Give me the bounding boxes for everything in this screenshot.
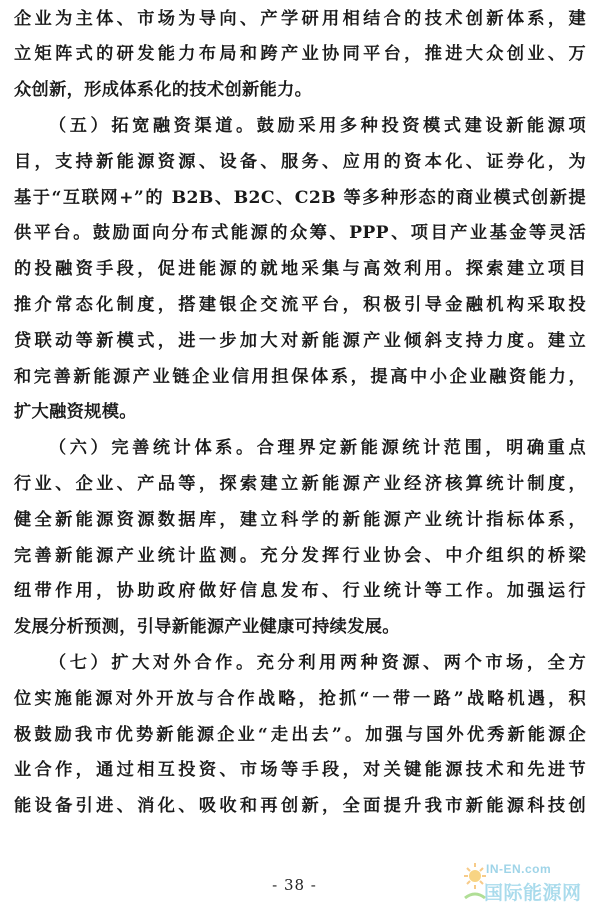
text-line: 位实施能源对外开放与合作战略，抢抓“一带一路”战略机遇，积 — [14, 689, 586, 709]
text-line: 发展分析预测，引导新能源产业健康可持续发展。 — [14, 617, 400, 637]
text-line: 和完善新能源产业链企业信用担保体系，提高中小企业融资能力， — [14, 367, 586, 387]
text-line: 贷联动等新模式，进一步加大对新能源产业倾斜支持力度。建立 — [14, 331, 586, 351]
watermark-logo — [462, 858, 587, 918]
watermark-name: 国际能源网 — [484, 882, 582, 904]
text-line: 推介常态化制度，搭建银企交流平台，积极引导金融机构采取投 — [14, 295, 586, 315]
section-heading-line: （七）扩大对外合作。充分利用两种资源、两个市场，全方 — [49, 653, 586, 673]
text-line: 极鼓励我市优势新能源企业“走出去”。加强与国外优秀新能源企 — [14, 725, 586, 745]
text-line: 健全新能源资源数据库，建立科学的新能源产业统计指标体系， — [14, 510, 586, 530]
text-line: 供平台。鼓励面向分布式能源的众筹、PPP、项目产业基金等灵活 — [14, 223, 586, 243]
text-line: 业合作，通过相互投资、市场等手段，对关键能源技术和先进节 — [14, 760, 586, 780]
section-heading-line: （五）拓宽融资渠道。鼓励采用多种投资模式建设新能源项 — [49, 116, 586, 136]
watermark-domain: IN-EN.com — [486, 862, 552, 876]
text-line: 的投融资手段，促进能源的就地采集与高效利用。探索建立项目 — [14, 259, 586, 279]
text-line: 能设备引进、消化、吸收和再创新，全面提升我市新能源科技创 — [14, 796, 586, 816]
page-number: - 38 - — [272, 876, 317, 894]
text-line: 扩大融资规模。 — [14, 402, 137, 422]
text-line: 目，支持新能源资源、设备、服务、应用的资本化、证券化，为 — [14, 152, 586, 172]
text-line: 众创新，形成体系化的技术创新能力。 — [14, 80, 313, 100]
section-heading-line: （六）完善统计体系。合理界定新能源统计范围，明确重点 — [49, 438, 586, 458]
text-line: 立矩阵式的研发能力布局和跨产业协同平台，推进大众创业、万 — [14, 44, 586, 64]
text-line: 完善新能源产业统计监测。充分发挥行业协会、中介组织的桥梁 — [14, 546, 586, 566]
text-line: 行业、企业、产品等，探索建立新能源产业经济核算统计制度， — [14, 474, 586, 494]
text-line: 企业为主体、市场为导向、产学研用相结合的技术创新体系，建 — [14, 9, 586, 29]
text-line: 纽带作用，协助政府做好信息发布、行业统计等工作。加强运行 — [14, 581, 586, 601]
text-line: 基于“互联网+”的 B2B、B2C、C2B 等多种形态的商业模式创新提 — [14, 188, 586, 208]
